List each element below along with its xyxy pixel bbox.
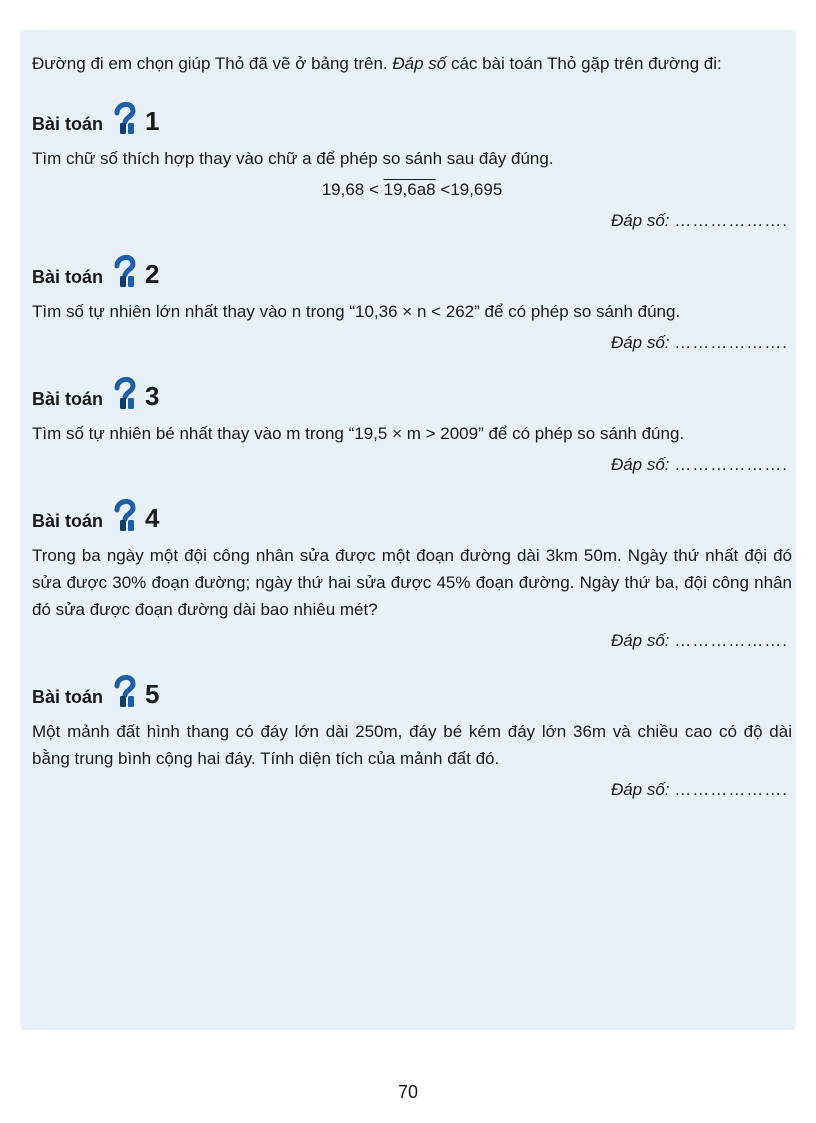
problem-text: Trong ba ngày một đội công nhân sửa được một đoạn đường dài 3km 50m. Ngày thứ nhất đội đó sửa được 30% đoạn đường; ngày thứ hai sửa được 45% đoạn đường. Ngày thứ ba, đội công nhân đó sửa được đoạn đường dài bao nhiêu mét? [32, 546, 792, 619]
page-number: 70 [397, 1082, 419, 1102]
answer-line [32, 627, 792, 654]
problem-text: Tìm chữ số thích hợp thay vào chữ a để phép so sánh sau đây đúng. [32, 149, 554, 168]
problem-heading [32, 494, 792, 532]
answer-line [32, 207, 792, 234]
answer-label: Đáp số: [610, 455, 670, 474]
answer-label: Đáp số: [610, 780, 670, 799]
problem-number: 3 [145, 381, 160, 411]
problem-label: Bài toán [32, 267, 104, 287]
problem-text: Tìm số tự nhiên lớn nhất thay vào n trong “10,36 × n < 262” để có phép so sánh đúng. [32, 302, 681, 321]
problem-3 [32, 372, 792, 478]
intro-text-1: Đường đi em chọn giúp Thỏ đã vẽ ở bảng trên. [32, 54, 393, 73]
formula-left: 19,68 < [321, 180, 384, 199]
intro-text-2: các bài toán Thỏ gặp trên đường đi: [446, 54, 722, 73]
problem-number: 1 [145, 106, 160, 136]
formula-right: <19,695 [435, 180, 503, 199]
problem-number: 4 [145, 503, 160, 533]
problem-label: Bài toán [32, 389, 104, 409]
problem-5 [32, 670, 792, 803]
comparison-formula [32, 176, 792, 203]
problem-heading [32, 250, 792, 288]
answer-label: Đáp số: [610, 333, 670, 352]
problem-2 [32, 250, 792, 356]
answer-blank: ………………. [674, 780, 788, 799]
worksheet-content [32, 50, 792, 803]
answer-label: Đáp số: [610, 631, 670, 650]
problem-4 [32, 494, 792, 654]
problem-heading [32, 372, 792, 410]
problem-1 [32, 97, 792, 234]
problem-text: Một mảnh đất hình thang có đáy lớn dài 250m, đáy bé kém đáy lớn 36m và chiều cao có độ dài bằng trung bình cộng hai đáy. Tính diện tích của mảnh đất đó. [32, 722, 792, 768]
answer-label: Đáp số: [610, 211, 670, 230]
problem-heading [32, 670, 792, 708]
rabbit-icon [111, 374, 141, 410]
answer-blank: ………………. [674, 333, 788, 352]
formula-number-overlined: 19,6a8 [383, 180, 436, 199]
problem-label: Bài toán [32, 687, 104, 707]
problem-text: Tìm số tự nhiên bé nhất thay vào m trong “19,5 × m > 2009” để có phép so sánh đúng. [32, 424, 685, 443]
answer-line [32, 451, 792, 478]
problem-heading [32, 97, 792, 135]
intro-paragraph [32, 50, 792, 77]
rabbit-icon [111, 99, 141, 135]
rabbit-icon [111, 252, 141, 288]
problem-label: Bài toán [32, 114, 104, 134]
answer-blank: ………………. [674, 455, 788, 474]
answer-line [32, 329, 792, 356]
problem-number: 5 [145, 679, 160, 709]
answer-blank: ………………. [674, 211, 788, 230]
problem-number: 2 [145, 259, 160, 289]
rabbit-icon [111, 496, 141, 532]
answer-line [32, 776, 792, 803]
intro-italic: Đáp số [392, 54, 447, 73]
answer-blank: ………………. [674, 631, 788, 650]
problem-label: Bài toán [32, 511, 104, 531]
rabbit-icon [111, 672, 141, 708]
